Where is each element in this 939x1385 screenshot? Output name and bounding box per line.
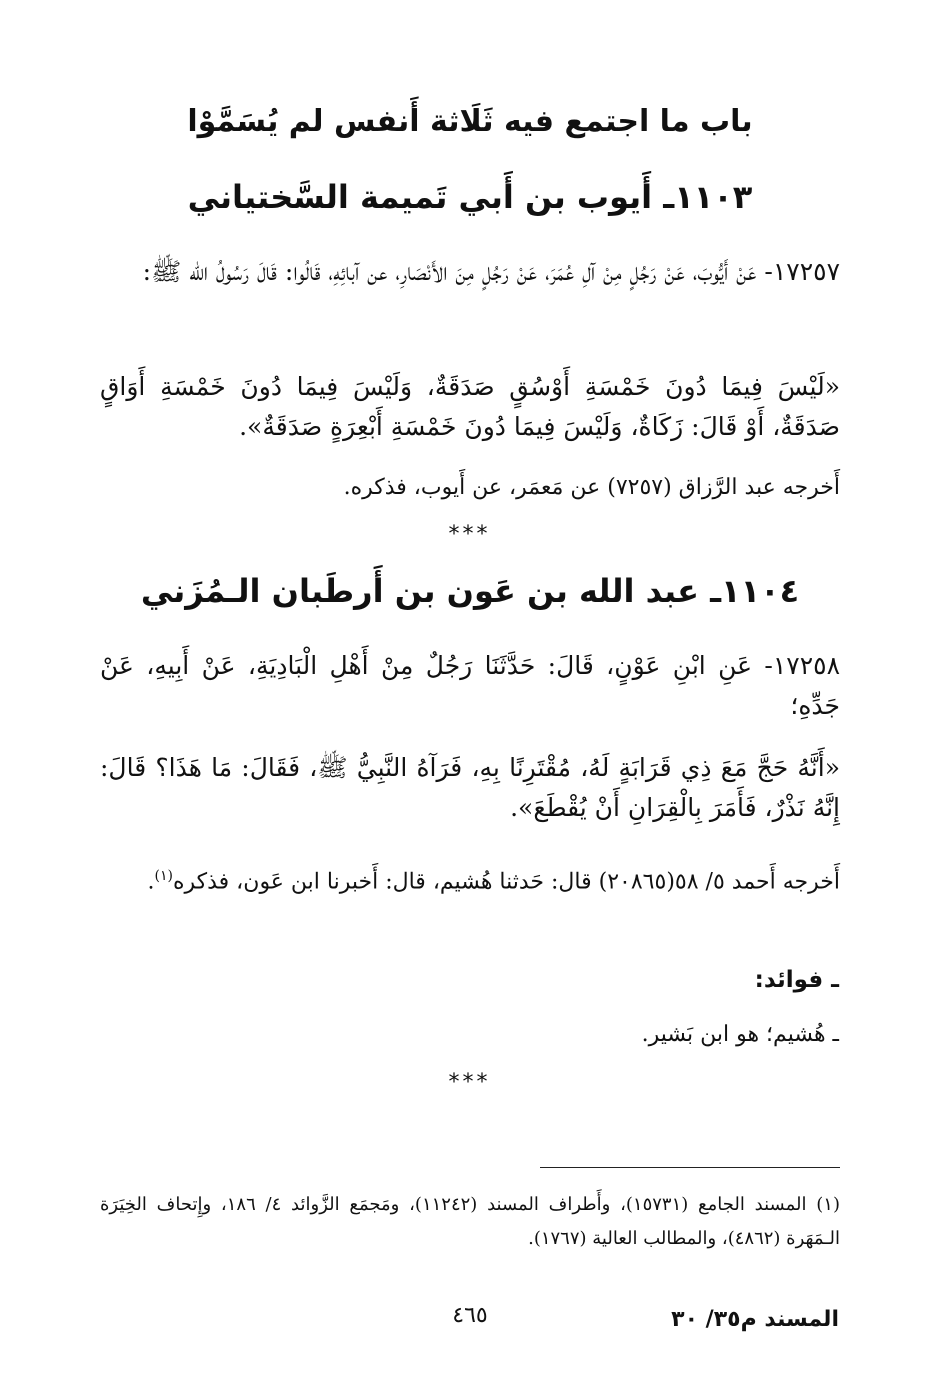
footer-signature: المسند م٣٥/ ٣٠	[671, 1307, 839, 1332]
hadith-head-17257: ١٧٢٥٧- عَنْ أَيُّوبَ، عَنْ رَجُلٍ مِنْ آلِ عُمَرَ، عَنْ رَجُلٍ مِنَ الأَنْصَارِ، عن آبائِهِ، قَالُوا: قَالَ رَسُولُ الله ﷺ:	[142, 257, 840, 286]
source-note-17257: أَخرجه عبد الرَّزاق (٧٢٥٧) عن مَعمَر، عن أَيوب، فذكره.	[343, 475, 840, 500]
source-end: .	[147, 869, 155, 895]
entry-title-1103: ١١٠٣ـ أَيوب بن أَبي تَميمة السَّختياني	[187, 178, 753, 216]
page-number: ٤٦٥	[452, 1303, 488, 1328]
footnote-divider	[540, 1167, 840, 1168]
hadith-matn-17257: «لَيْسَ فِيمَا دُونَ خَمْسَةِ أَوْسُقٍ صَدَقَةٌ، وَلَيْسَ فِيمَا دُونَ خَمْسَةِ أَوَاقٍ صَدَقَةٌ، أَوْ قَالَ: زَكَاةٌ، وَلَيْسَ فِيمَا دُونَ خَمْسَةِ أَبْعِرَةٍ صَدَقَةٌ».	[100, 372, 840, 441]
footnote-ref: (١)	[154, 868, 173, 884]
section-separator-end: ***	[448, 1070, 491, 1095]
hadith-matn-17258: «أَنَّهُ حَجَّ مَعَ ذِي قَرَابَةٍ لَهُ، مُقْتَرِنًا بِهِ، فَرَآهُ النَّبِيُّ ﷺ، فَقَالَ: مَا هَذَا؟ قَالَ: إِنَّهُ نَذْرٌ، فَأَمَرَ بِالْقِرَانِ أَنْ يُقْطَعَ».	[100, 753, 840, 822]
hadith-head-17258: ١٧٢٥٨- عَنِ ابْنِ عَوْنٍ، قَالَ: حَدَّثَنَا رَجُلٌ مِنْ أَهْلِ الْبَادِيَةِ، عَنْ أَبِيهِ، عَنْ جَدِّهِ؛	[100, 651, 840, 720]
section-separator: ***	[448, 522, 491, 547]
fawaid-item: ـ هُشيم؛ هو ابن بَشير.	[641, 1022, 839, 1047]
fawaid-heading: ـ فوائد:	[754, 967, 839, 993]
source-text: أَخرجه أَحمد ٥/ ٥٨(٢٠٨٦٥) قال: حَدثنا هُشيم، قال: أَخبرنا ابن عَون، فذكره	[172, 869, 840, 895]
source-note-17258	[100, 856, 840, 902]
entry-title-1104: ١١٠٤ـ عبد الله بن عَون بن أَرطَبان الـمُزَني	[140, 572, 800, 610]
chapter-heading: باب ما اجتمع فيه ثَلَاثة أَنفس لم يُسَمَّوْا	[187, 104, 753, 139]
footnote-text: (١) المسند الجامع (١٥٧٣١)، وأَطراف المسند (١١٢٤٢)، ومَجمَع الزَّوائد ٤/ ١٨٦، وإِتحاف الخِيَرَة الـمَهَرة (٤٨٦٢)، والمطالب العالية (١٧٦٧).	[100, 1194, 840, 1249]
